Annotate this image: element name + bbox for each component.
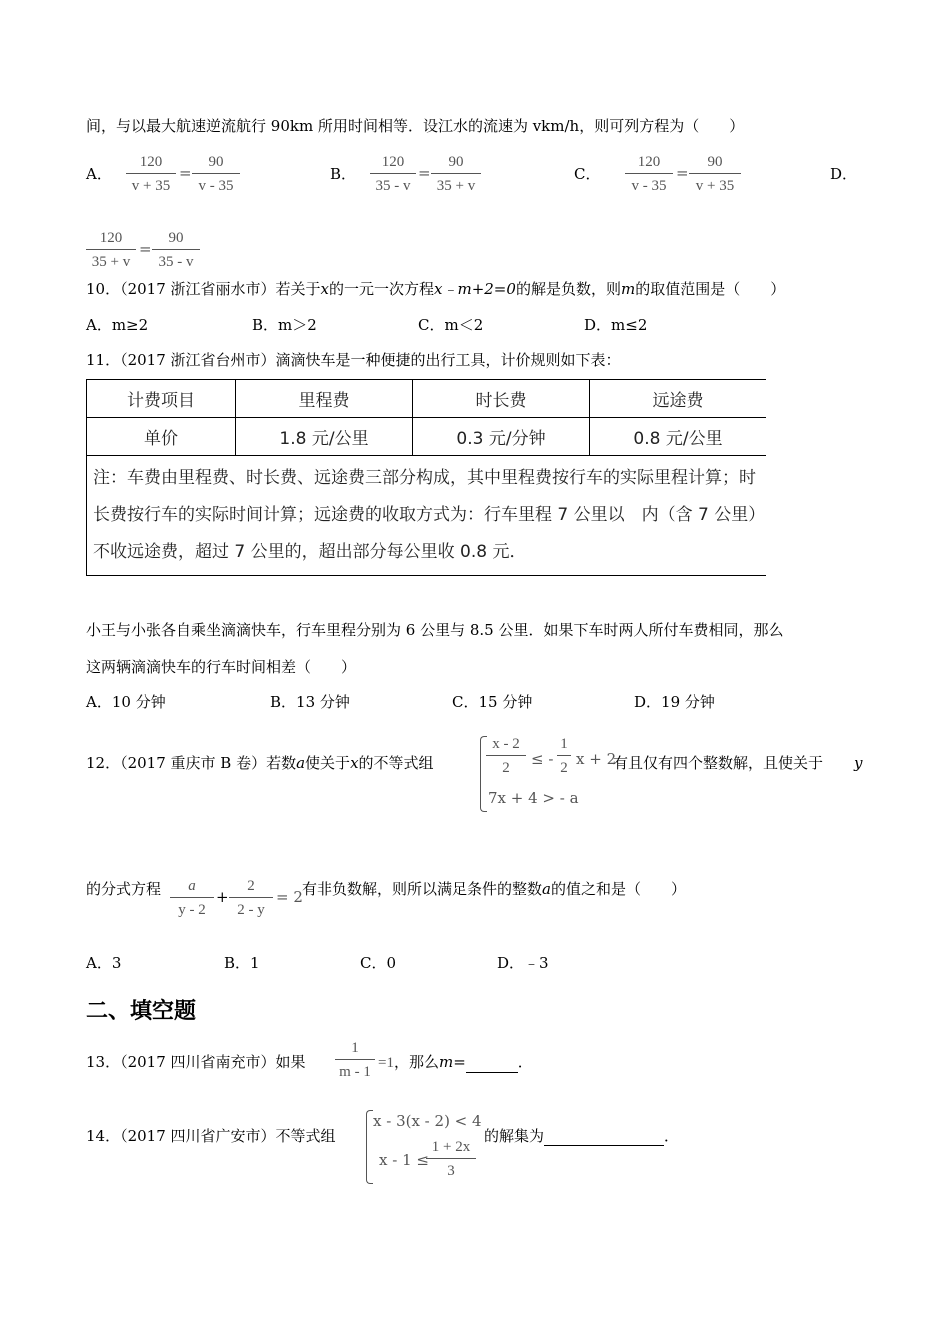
q9-b-frac1: $\frac{120}{35 - v}$ — [370, 152, 416, 196]
q12-option-d: D．﹣3 — [497, 954, 549, 972]
q9-d-frac2: $\frac{90}{35 - v}$ — [152, 228, 200, 272]
q12-plus: + — [216, 888, 229, 906]
q11-body-line2: 这两辆滴滴快车的行车时间相差（ ） — [86, 658, 357, 676]
q9-c-frac2: $\frac{90}{v + 35}$ — [689, 152, 741, 196]
fare-header-mileage: 里程费 — [236, 380, 413, 418]
q12-line2-a: 的分式方程 — [86, 880, 162, 898]
q9-a-frac2: $\frac{90}{v - 35}$ — [192, 152, 240, 196]
fare-header-longdistance: 远途费 — [590, 380, 767, 418]
q12-option-b: B．1 — [224, 954, 260, 972]
q11-stem: 11．（2017 浙江省台州市）滴滴快车是一种便捷的出行工具，计价规则如下表： — [86, 351, 621, 369]
q13-stem-a: 13．（2017 四川省南充市）如果 — [86, 1053, 306, 1071]
fare-header-item: 计费项目 — [87, 380, 236, 418]
q10-stem: 10．（2017 浙江省丽水市）若关于x的一元一次方程x﹣m+2=0的解是负数，则m的取值范围是（ ） — [86, 280, 786, 298]
fare-longdistance-price: 0.8 元/公里 — [590, 418, 767, 456]
q14-ineq2-frac: $\frac{1 + 2x}{3}$ — [426, 1137, 476, 1181]
q12-stem-cont: 有且仅有四个整数解，且使关于 — [613, 754, 824, 772]
q11-option-c: C．15 分钟 — [452, 693, 533, 711]
q9-a-eq: = — [179, 164, 192, 182]
q9-option-b-label: B． — [330, 165, 357, 183]
q11-option-d: D．19 分钟 — [634, 693, 715, 711]
q14-system-brace — [366, 1110, 373, 1184]
q9-d-eq: = — [139, 240, 152, 258]
q12-ineq1-frac: $\frac{x - 2}{2}$ — [486, 734, 526, 778]
q12-option-a: A．3 — [86, 954, 122, 972]
q13-stem-b: =1，那么m= ． — [378, 1053, 533, 1071]
q14-stem-a: 14．（2017 四川省广安市）不等式组 — [86, 1127, 336, 1145]
fare-note: 注：车费由里程费、时长费、远途费三部分构成，其中里程费按行车的实际里程计算；时长费按行车的实际时间计算；远途费的收取方式为：行车里程 7 公里以 内（含 7 公里）不收远途费，超过 7 公里的，超出部分每公里收 0.8 元． — [87, 456, 767, 576]
q13-answer-blank[interactable] — [466, 1056, 518, 1073]
q14-ineq1: x - 3(x - 2) < 4 — [373, 1112, 482, 1130]
q14-ineq2-left: x - 1 ≤ — [379, 1151, 429, 1169]
q13-frac: $\frac{1}{m - 1}$ — [335, 1038, 375, 1082]
q10-option-a: A．m≥2 — [86, 316, 149, 334]
q9-a-frac1: $\frac{120}{v + 35}$ — [126, 152, 176, 196]
section-heading-fill-in: 二、填空题 — [86, 999, 197, 1024]
q9-option-d-label: D． — [830, 165, 858, 183]
q12-line2-b: 有非负数解，则所以满足条件的整数a的值之和是（ ） — [302, 880, 686, 898]
q9-c-eq: = — [676, 164, 689, 182]
q12-var-y: y — [854, 754, 863, 772]
q11-body-line1: 小王与小张各自乘坐滴滴快车，行车里程分别为 6 公里与 8.5 公里．如果下车时两人所付车费相同，那么 — [86, 621, 784, 639]
q14-stem-b: 的解集为 ． — [484, 1127, 680, 1145]
q12-ineq2: 7x + 4 > - a — [488, 789, 579, 807]
q12-ineq1-tail: x + 2 — [576, 750, 617, 768]
q12-stem: 12．（2017 重庆市 B 卷）若数a使关于x的不等式组 — [86, 754, 434, 772]
q12-frac-a: $\frac{a}{y - 2}$ — [170, 876, 214, 920]
q9-option-c-label: C． — [574, 165, 601, 183]
q9-c-frac1: $\frac{120}{v - 35}$ — [625, 152, 673, 196]
q12-frac-2: $\frac{2}{2 - y}$ — [229, 876, 273, 920]
fare-row-label: 单价 — [87, 418, 236, 456]
q9-option-a-label: A． — [86, 165, 112, 183]
q9-b-frac2: $\frac{90}{35 + v}$ — [431, 152, 481, 196]
q9-d-frac1: $\frac{120}{35 + v}$ — [86, 228, 136, 272]
fare-mileage-price: 1.8 元/公里 — [236, 418, 413, 456]
q10-option-c: C．m＜2 — [418, 316, 484, 334]
q12-ineq1-coef: $\frac{1}{2}$ — [557, 734, 571, 778]
q12-rhs: = 2 — [276, 888, 303, 906]
q12-ineq1-rel: ≤ - — [531, 750, 554, 768]
q14-answer-blank[interactable] — [544, 1129, 664, 1146]
q11-option-b: B．13 分钟 — [270, 693, 350, 711]
fare-header-duration: 时长费 — [413, 380, 590, 418]
q11-option-a: A．10 分钟 — [86, 693, 166, 711]
q10-option-d: D．m≤2 — [584, 316, 648, 334]
q10-option-b: B．m＞2 — [252, 316, 317, 334]
fare-table — [86, 379, 766, 576]
q9-b-eq: = — [418, 164, 431, 182]
q9-continuation: 间，与以最大航速逆流航行 90km 所用时间相等．设江水的流速为 vkm/h，则可列方程为（ ） — [86, 117, 745, 135]
fare-duration-price: 0.3 元/分钟 — [413, 418, 590, 456]
q12-option-c: C．0 — [360, 954, 397, 972]
